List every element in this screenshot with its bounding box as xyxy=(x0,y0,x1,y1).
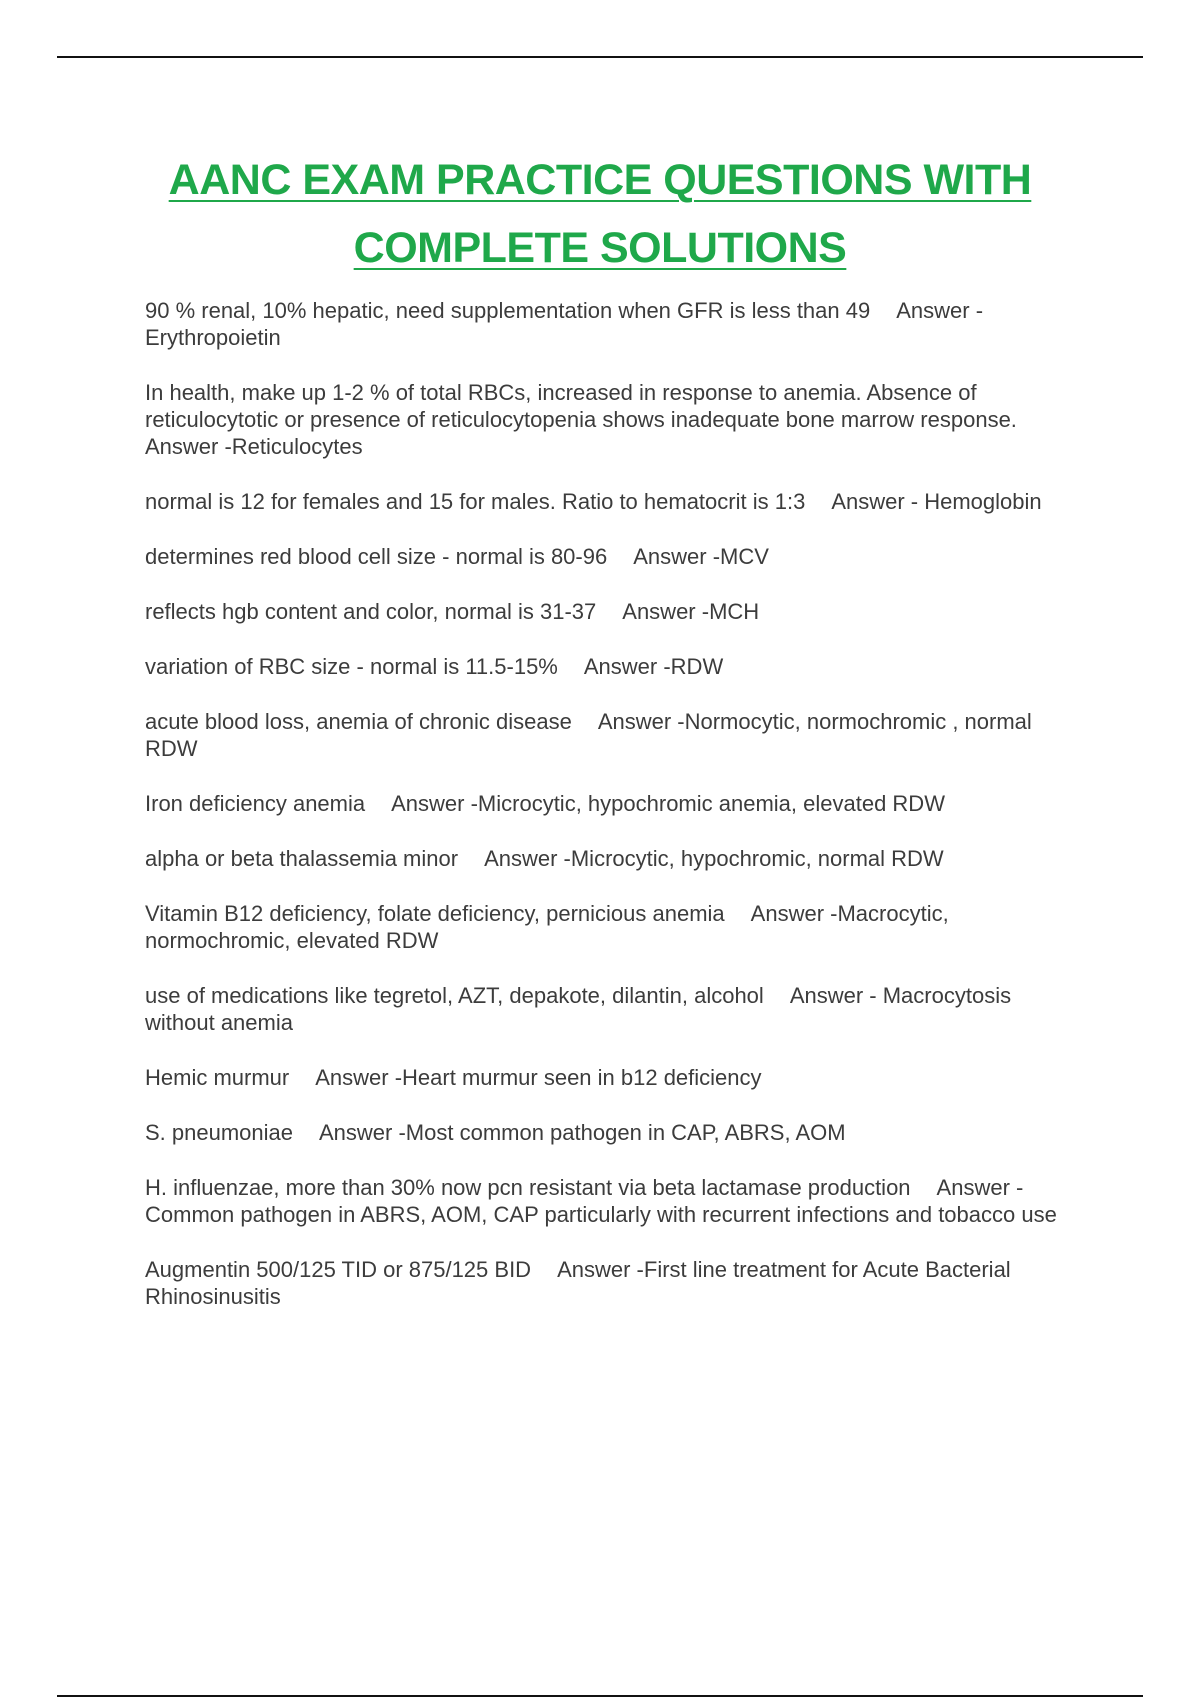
qa-item xyxy=(145,982,1075,1036)
answer-text: Answer -Microcytic, hypochromic anemia, elevated RDW xyxy=(391,791,945,816)
bottom-rule xyxy=(57,1695,1143,1697)
title-line-1: AANC EXAM PRACTICE QUESTIONS WITH xyxy=(168,156,1032,204)
qa-item xyxy=(145,845,1075,872)
qa-item xyxy=(145,543,1075,570)
qa-item xyxy=(145,488,1075,515)
answer-text: Answer -MCV xyxy=(633,544,769,569)
answer-text: Answer -Most common pathogen in CAP, ABRS, AOM xyxy=(319,1120,846,1145)
qa-item xyxy=(145,1256,1075,1310)
answer-text: Answer -Microcytic, hypochromic, normal RDW xyxy=(484,846,944,871)
qa-item xyxy=(145,598,1075,625)
qa-item xyxy=(145,653,1075,680)
qa-item xyxy=(145,297,1075,351)
question-text: acute blood loss, anemia of chronic disease xyxy=(145,709,572,734)
question-text: determines red blood cell size - normal is 80-96 xyxy=(145,544,608,569)
answer-text: Answer -First line treatment for Acute Bacterial Rhinosinusitis xyxy=(145,1257,1011,1309)
answer-text: Answer -Normocytic, normochromic , normal RDW xyxy=(145,709,1032,761)
top-rule xyxy=(57,56,1143,58)
question-text: H. influenzae, more than 30% now pcn resistant via beta lactamase production xyxy=(145,1175,911,1200)
question-text: use of medications like tegretol, AZT, depakote, dilantin, alcohol xyxy=(145,983,764,1008)
question-text: 90 % renal, 10% hepatic, need supplementation when GFR is less than 49 xyxy=(145,298,871,323)
qa-item xyxy=(145,1174,1075,1228)
qa-item xyxy=(145,379,1075,460)
qa-item xyxy=(145,900,1075,954)
answer-text: Answer -Common pathogen in ABRS, AOM, CAP particularly with recurrent infections and tobacco use xyxy=(145,1175,1057,1227)
answer-text: Answer -Reticulocytes xyxy=(145,434,363,459)
qa-item xyxy=(145,1064,1075,1091)
page-title xyxy=(100,146,1100,282)
qa-item xyxy=(145,708,1075,762)
answer-text: Answer -Heart murmur seen in b12 deficiency xyxy=(315,1065,762,1090)
question-text: Vitamin B12 deficiency, folate deficiency, pernicious anemia xyxy=(145,901,725,926)
question-text: normal is 12 for females and 15 for males. Ratio to hematocrit is 1:3 xyxy=(145,489,806,514)
title-line-2: COMPLETE SOLUTIONS xyxy=(353,224,847,272)
answer-text: Answer - Macrocytosis without anemia xyxy=(145,983,1012,1035)
question-text: S. pneumoniae xyxy=(145,1120,293,1145)
answer-text: Answer -Macrocytic, normochromic, elevated RDW xyxy=(145,901,949,953)
answer-text: Answer - Hemoglobin xyxy=(831,489,1042,514)
question-text: variation of RBC size - normal is 11.5-15% xyxy=(145,654,558,679)
qa-item xyxy=(145,1119,1075,1146)
answer-text: Answer -RDW xyxy=(583,654,724,679)
answer-text: Answer - Erythropoietin xyxy=(145,298,984,350)
question-text: Iron deficiency anemia xyxy=(145,791,366,816)
question-text: alpha or beta thalassemia minor xyxy=(145,846,459,871)
answer-text: Answer -MCH xyxy=(622,599,760,624)
qa-list xyxy=(145,297,1075,1338)
question-text: Hemic murmur xyxy=(145,1065,290,1090)
question-text: In health, make up 1-2 % of total RBCs, increased in response to anemia. Absence of reticulocytotic or presence of reticulocytopenia shows inadequate bone marrow response. xyxy=(145,380,1017,432)
qa-item xyxy=(145,790,1075,817)
question-text: reflects hgb content and color, normal is 31-37 xyxy=(145,599,597,624)
question-text: Augmentin 500/125 TID or 875/125 BID xyxy=(145,1257,532,1282)
